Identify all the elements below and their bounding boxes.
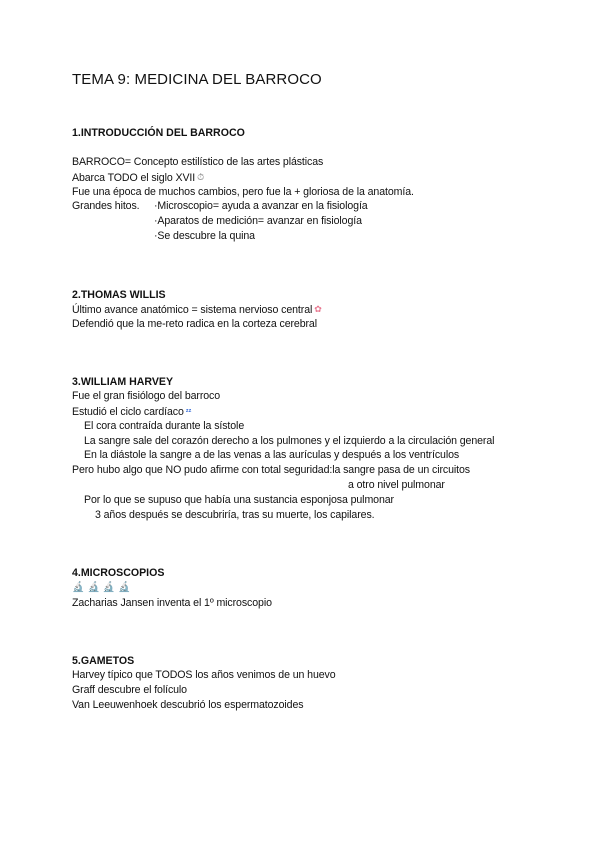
text-span: Estudió el ciclo cardíaco: [72, 406, 184, 418]
text-span: ·Microscopio= ayuda a avanzar en la fisiología: [154, 200, 368, 212]
text-line: BARROCO= Concepto estilístico de las artes plásticas: [72, 156, 324, 168]
text-line: ·Se descubre la quina: [154, 230, 255, 242]
text-line: 3 años después se descubriría, tras su muerte, los capilares.: [95, 509, 375, 521]
brain-icon: ✿: [314, 304, 322, 314]
text-line: Por lo que se supuso que había una sustancia esponjosa pulmonar: [84, 494, 394, 506]
text-line: Pero hubo algo que NO pudo afirme con total seguridad:la sangre pasa de un circuitos: [72, 464, 470, 476]
text-span: Último avance anatómico = sistema nervioso central: [72, 304, 313, 316]
text-line: ·Aparatos de medición= avanzar en fisiología: [154, 215, 362, 227]
text-line: Zacharias Jansen inventa el 1º microscopio: [72, 597, 272, 609]
section-heading-thomas-willis: 2.THOMAS WILLIS: [72, 289, 166, 301]
timer-icon: ⏱: [197, 172, 205, 182]
page-title: TEMA 9: MEDICINA DEL BARROCO: [72, 71, 322, 88]
section-heading-introduccion: 1.INTRODUCCIÓN DEL BARROCO: [72, 127, 245, 139]
zzz-icon: ᶻᶻ: [185, 407, 192, 416]
text-line: La sangre sale del corazón derecho a los pulmones y el izquierdo a la circulación general: [84, 435, 495, 447]
text-line: [72, 404, 191, 420]
text-line: a otro nivel pulmonar: [348, 479, 445, 491]
text-line: Van Leeuwenhoek descubrió los espermatozoides: [72, 699, 304, 711]
text-line: Fue el gran fisiólogo del barroco: [72, 390, 221, 402]
microscope-icon: 🔬🔬🔬🔬: [72, 582, 134, 593]
text-line: En la diástole la sangre a de las venas a las aurículas y después a los ventrículos: [84, 449, 460, 461]
section-heading-microscopios: 4.MICROSCOPIOS: [72, 567, 165, 579]
text-line: Fue una época de muchos cambios, pero fue la + gloriosa de la anatomía.: [72, 186, 414, 198]
text-line: El cora contraída durante la sístole: [84, 420, 245, 432]
text-line: [72, 302, 322, 318]
text-span: Grandes hitos.: [72, 200, 140, 212]
section-heading-gametos: 5.GAMETOS: [72, 655, 135, 667]
text-line: Graff descubre el folículo: [72, 684, 187, 696]
section-heading-william-harvey: 3.WILLIAM HARVEY: [72, 376, 174, 388]
text-line: [72, 170, 204, 186]
text-line: [72, 199, 368, 214]
text-line: Defendió que la me-reto radica en la corteza cerebral: [72, 318, 317, 330]
text-span: Abarca TODO el siglo XVII: [72, 172, 196, 184]
text-line: Harvey típico que TODOS los años venimos de un huevo: [72, 669, 336, 681]
